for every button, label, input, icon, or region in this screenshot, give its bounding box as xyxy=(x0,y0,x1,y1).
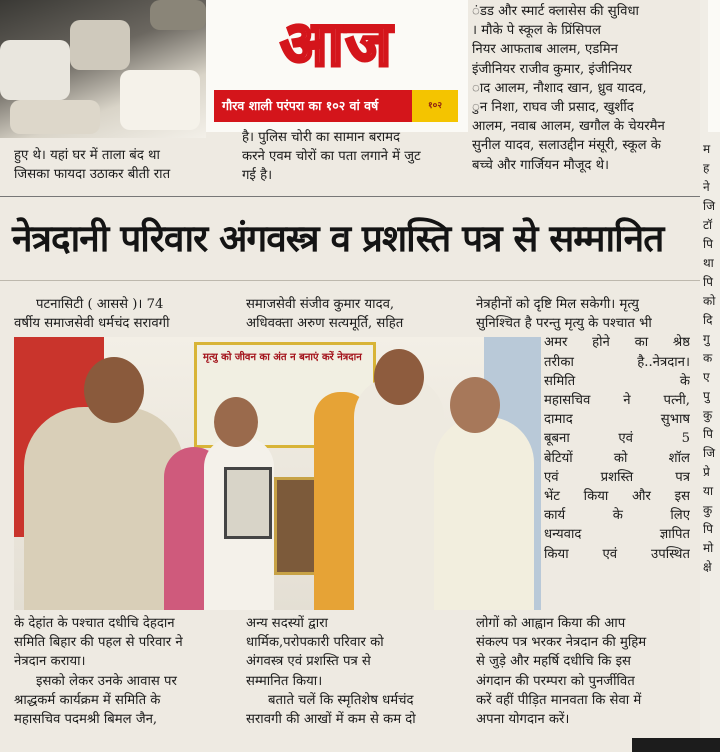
text-line: तरीका है..नेत्रदान। xyxy=(544,354,690,370)
adjacent-masthead-edge xyxy=(708,0,720,132)
column-3-body xyxy=(476,614,690,729)
text-line: बेटियों को शॉल xyxy=(544,450,690,466)
person-6 xyxy=(434,417,534,610)
text-line: आलम, नवाब आलम, खगौल के चेयरमैन xyxy=(472,119,665,135)
sun-badge-icon xyxy=(412,90,458,122)
headline: नेत्रदानी परिवार अंगवस्त्र व प्रशस्ति पत्र से सम्मानित xyxy=(12,217,664,260)
text-line: जि xyxy=(703,446,716,460)
text-line: महासचिव पदमश्री बिमल जैन, xyxy=(14,712,158,728)
text-line: क्षे xyxy=(703,560,712,574)
text-line: पु xyxy=(703,389,710,403)
text-line: था xyxy=(703,256,714,270)
text-line: प्रे xyxy=(703,465,710,479)
text-line: संकल्प पत्र भरकर नेत्रदान की मुहिम xyxy=(476,635,647,651)
text-line: म xyxy=(703,142,711,156)
award-certificate xyxy=(224,467,272,539)
text-line: दामाद सुभाष xyxy=(544,412,690,428)
text-line: जिसका फायदा उठाकर बीती रात xyxy=(14,167,171,183)
section-divider xyxy=(0,196,700,197)
text-line: नेत्रहीनों को दृष्टि मिल सकेगी। मृत्यु xyxy=(476,297,639,312)
text-line: नेत्रदान कराया। xyxy=(14,654,86,670)
text-line: के देहांत के पश्चात दधीचि देहदान xyxy=(14,616,175,631)
text-line: ए xyxy=(703,370,710,384)
text-line: पि xyxy=(703,237,713,251)
person-1-head xyxy=(84,357,144,423)
text-line: भेंट किया और इस xyxy=(544,489,690,505)
text-line: टॉ xyxy=(703,218,713,232)
column-1-body xyxy=(14,614,232,729)
text-line: लोगों को आह्वान किया की आप xyxy=(476,616,626,631)
text-line: को xyxy=(703,294,716,308)
text-line: कार्य के लिए xyxy=(544,508,690,524)
adjacent-column-text xyxy=(703,140,720,577)
text-line: है। पुलिस चोरी का सामान बरामद xyxy=(242,130,401,145)
text-line: बताते चलें कि स्मृतिशेष धर्मचंद xyxy=(268,692,414,708)
text-line: पि xyxy=(703,275,713,289)
text-line: इंजीनियर राजीव कुमार, इंजीनियर xyxy=(472,61,632,77)
banner-text: मृत्यु को जीवन का अंत न बनाएं करें नेत्रदान xyxy=(203,352,362,363)
text-line: ंडड और स्मार्ट क्लासेस की सुविधा xyxy=(472,4,639,19)
text-line: कु xyxy=(703,503,713,517)
text-line: दि xyxy=(703,313,713,327)
text-line: करने एवम चोरों का पता लगाने में जुट xyxy=(242,149,421,165)
text-line: महासचिव ने पत्नी, xyxy=(544,393,690,409)
text-line: सरावगी की आखों में कम से कम दो xyxy=(246,712,416,728)
sun-badge-text: १०२ xyxy=(427,101,443,111)
column-2-intro xyxy=(246,295,460,333)
text-line: पि xyxy=(703,427,713,441)
text-line: ने xyxy=(703,180,710,194)
text-line: या xyxy=(703,484,714,498)
text-line: सुनील यादव, सलाउद्दीन मंसूरी, स्कूल के xyxy=(472,138,661,154)
grocery-photo xyxy=(0,0,206,138)
text-line: बच्चे और गार्जियन मौजूद थे। xyxy=(472,157,610,173)
ceremony-photo xyxy=(14,337,541,610)
text-line: श्राद्धकर्म कार्यक्रम में समिति के xyxy=(14,692,161,708)
text-line: से जुड़े और महर्षि दधीचि कि इस xyxy=(476,654,631,670)
text-line: हुए थे। यहां घर में ताला बंद था xyxy=(14,148,160,163)
text-line: बूबना एवं 5 xyxy=(544,431,690,447)
text-line: नियर आफताब आलम, एडमिन xyxy=(472,42,618,58)
person-3-head xyxy=(214,397,258,447)
person-1 xyxy=(24,407,184,610)
text-line: ह xyxy=(703,161,710,175)
text-line: अंगदान की परम्परा को पुनर्जीवित xyxy=(476,673,635,689)
masthead-tagline xyxy=(214,90,458,122)
newspaper-masthead xyxy=(206,0,468,132)
text-line: समिति बिहार की पहल से परिवार ने xyxy=(14,635,183,651)
person-6-head xyxy=(450,377,500,433)
text-line: सम्मानित किया। xyxy=(246,673,323,689)
top-middle-article xyxy=(242,128,464,186)
text-line: ाद आलम, नौशाद खान, ध्रुव यादव, xyxy=(472,80,647,96)
text-line: गु xyxy=(703,332,710,346)
top-right-article xyxy=(472,2,698,175)
text-line: अंगवस्त्र एवं प्रशस्ति पत्र से xyxy=(246,654,371,670)
text-line: सुनिश्चित है परन्तु मृत्यु के पश्चात भी xyxy=(476,316,652,332)
column-2-body xyxy=(246,614,460,729)
text-line: समिति के xyxy=(544,373,690,389)
column-1-intro xyxy=(14,295,232,333)
newspaper-logo: आज xyxy=(280,7,394,80)
text-line: धार्मिक,परोपकारी परिवार को xyxy=(246,635,384,651)
person-5-head xyxy=(374,349,424,405)
top-left-article xyxy=(14,146,232,184)
text-line: अमर होने का श्रेष्ठ xyxy=(544,335,690,351)
headline-divider xyxy=(0,280,700,281)
text-line: पटनासिटी ( आससे )। 74 xyxy=(36,297,164,312)
text-line: अधिवक्ता अरुण सत्यमूर्ति, सहित xyxy=(246,316,404,332)
text-line: एवं प्रशस्ति पत्र xyxy=(544,469,690,485)
text-line: कु xyxy=(703,408,713,422)
text-line: अपना योगदान करें। xyxy=(476,712,570,728)
text-line: । मौके पे स्कूल के प्रिंसिपल xyxy=(472,23,601,39)
text-line: करें वहीं पीड़ित मानवता कि सेवा में xyxy=(476,692,642,708)
text-line: समाजसेवी संजीव कुमार यादव, xyxy=(246,297,395,312)
text-line: गई है। xyxy=(242,168,273,184)
text-line: पि xyxy=(703,522,713,536)
text-line: वर्षीय समाजसेवी धर्मचंद सरावगी xyxy=(14,316,170,332)
text-line: ुन निशा, राघव जी प्रसाद, खुर्शीद xyxy=(472,100,634,116)
text-line: मो xyxy=(703,541,714,555)
text-line: अन्य सदस्यों द्वारा xyxy=(246,616,328,631)
text-line: किया एवं उपस्थित xyxy=(544,546,690,562)
text-line: धन्यवाद ज्ञापित xyxy=(544,527,690,543)
text-line: इसको लेकर उनके आवास पर xyxy=(36,673,177,689)
text-line: क xyxy=(703,351,713,365)
person-5 xyxy=(354,377,444,610)
tagline-text: गौरव शाली परंपरा का १०२ वां वर्ष xyxy=(222,98,379,113)
text-line: जि xyxy=(703,199,716,213)
page-corner-bar xyxy=(632,738,720,752)
